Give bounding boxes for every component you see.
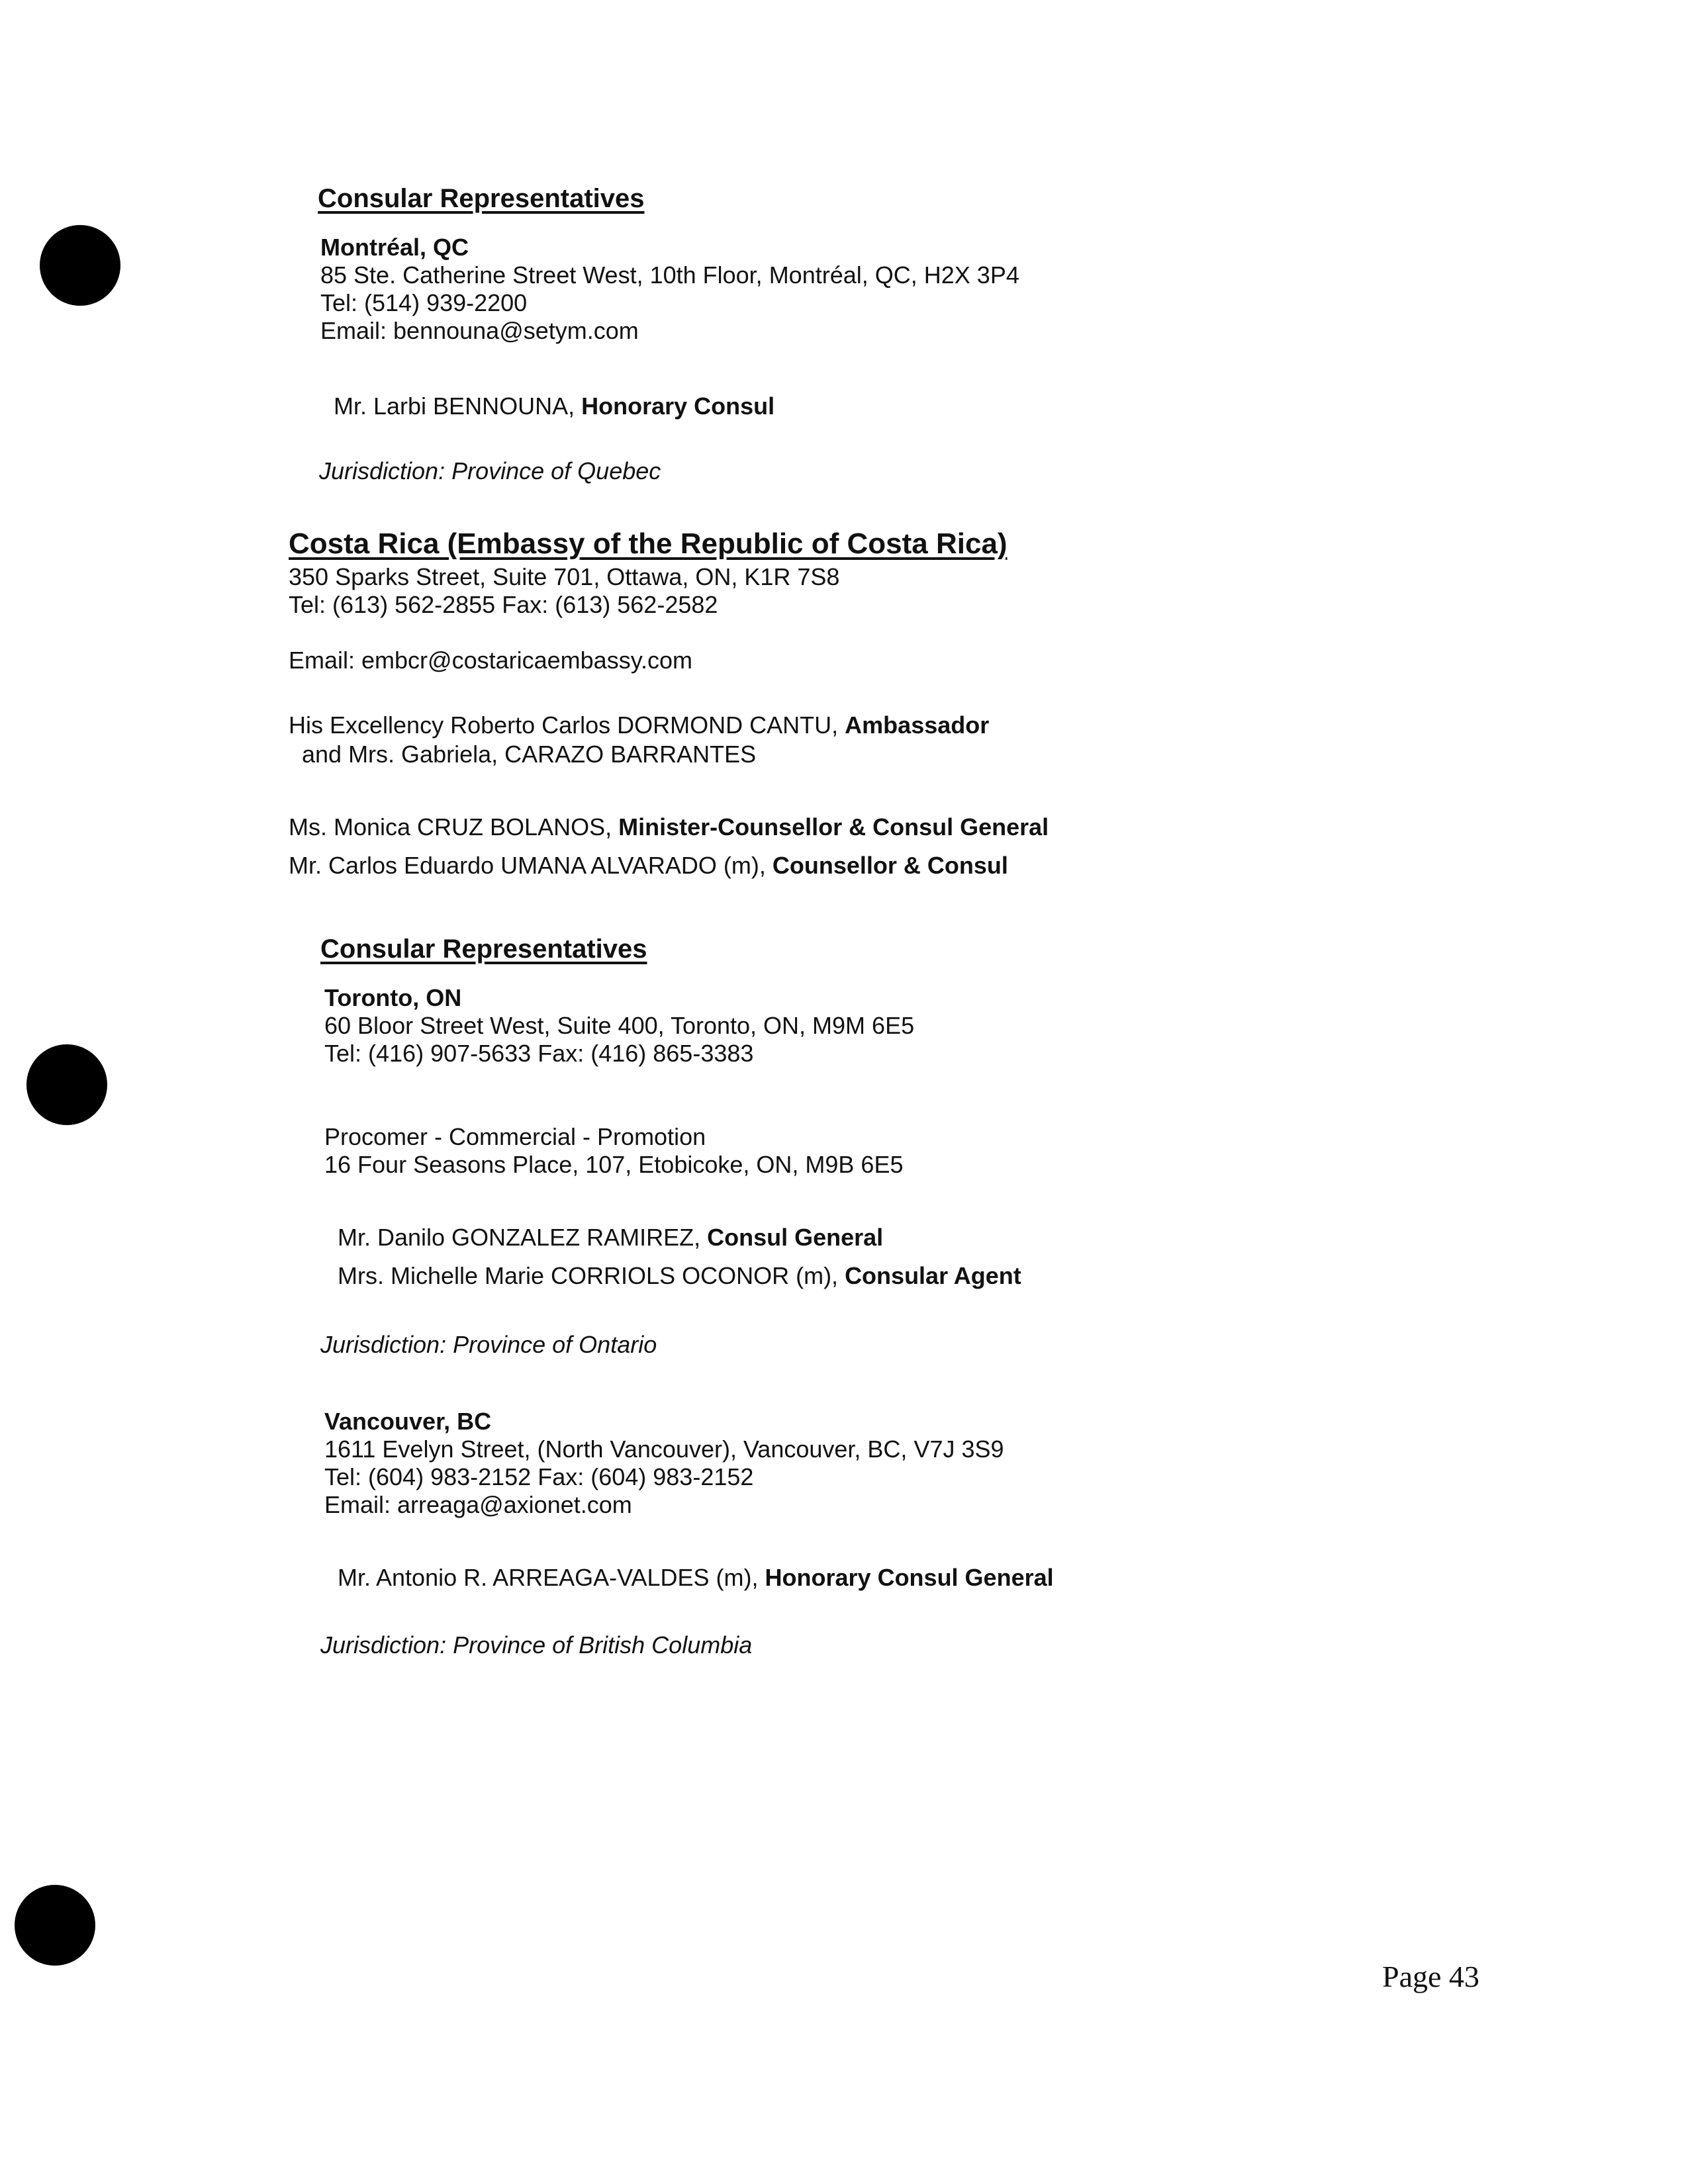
representative [338,1563,1054,1592]
representative [338,1261,1021,1291]
section-heading: Consular Representatives [318,184,645,213]
city-name: Vancouver, BC [324,1408,492,1435]
embassy-heading: Costa Rica (Embassy of the Republic of Costa Rica) [289,527,1008,560]
representative-title: Honorary Consul General [765,1564,1054,1591]
office-name: Procomer - Commercial - Promotion [324,1123,706,1150]
binder-hole-bottom [15,1885,95,1966]
embassy-address: 350 Sparks Street, Suite 701, Ottawa, ON, K1R 7S8 [289,563,840,590]
address: 1611 Evelyn Street, (North Vancouver), Vancouver, BC, V7J 3S9 [324,1435,1004,1463]
ambassador-spouse: and Mrs. Gabriela, CARAZO BARRANTES [302,741,757,768]
section-heading: Consular Representatives [320,934,647,964]
representative [334,392,774,421]
address: 85 Ste. Catherine Street West, 10th Floor, Montréal, QC, H2X 3P4 [320,261,1019,289]
ambassador-name: His Excellency Roberto Carlos DORMOND CANTU, [289,711,845,739]
ambassador [289,711,989,740]
jurisdiction: Jurisdiction: Province of Ontario [320,1331,657,1358]
representative [338,1223,883,1252]
representative-title: Consul General [707,1224,884,1251]
representative-title: Consular Agent [845,1262,1021,1289]
representative-name: Mr. Danilo GONZALEZ RAMIREZ, [338,1224,708,1251]
page-number: Page 43 [1382,1960,1479,1993]
binder-hole-top [40,225,120,306]
binder-hole-middle [26,1044,107,1125]
staff-title: Minister-Counsellor & Consul General [618,813,1049,841]
ambassador-title: Ambassador [845,711,990,739]
phone: Tel: (514) 939-2200 [320,289,528,316]
city-name: Montréal, QC [320,234,469,261]
address: 60 Bloor Street West, Suite 400, Toronto, ON, M9M 6E5 [324,1012,915,1039]
representative-title: Honorary Consul [581,392,775,420]
office-address: 16 Four Seasons Place, 107, Etobicoke, ON, M9B 6E5 [324,1151,904,1178]
embassy-email: Email: embcr@costaricaembassy.com [289,647,693,674]
staff-title: Counsellor & Consul [772,852,1008,879]
staff-member [289,813,1049,842]
embassy-phone-fax: Tel: (613) 562-2855 Fax: (613) 562-2582 [289,591,718,618]
staff-name: Mr. Carlos Eduardo UMANA ALVARADO (m), [289,852,773,879]
representative-name: Mr. Antonio R. ARREAGA-VALDES (m), [338,1564,765,1591]
city-name: Toronto, ON [324,984,462,1011]
email: Email: arreaga@axionet.com [324,1491,632,1518]
phone-fax: Tel: (416) 907-5633 Fax: (416) 865-3383 [324,1040,754,1067]
representative-name: Mrs. Michelle Marie CORRIOLS OCONOR (m), [338,1262,845,1289]
jurisdiction: Jurisdiction: Province of British Columbia [320,1631,753,1659]
email: Email: bennouna@setym.com [320,317,639,344]
representative-name: Mr. Larbi BENNOUNA, [334,392,582,420]
jurisdiction: Jurisdiction: Province of Quebec [319,457,661,484]
staff-name: Ms. Monica CRUZ BOLANOS, [289,813,619,841]
phone-fax: Tel: (604) 983-2152 Fax: (604) 983-2152 [324,1463,754,1490]
staff-member [289,851,1008,880]
